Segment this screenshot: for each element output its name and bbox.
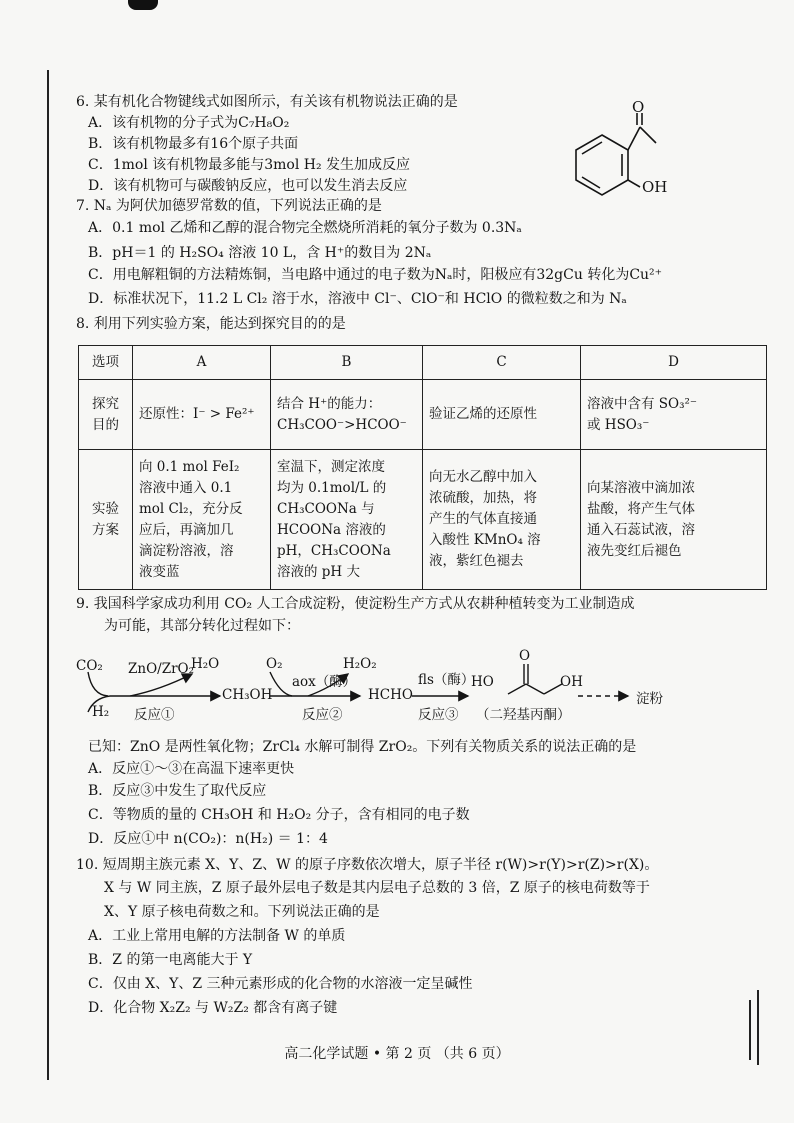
q6-option-d: D．该有机物可与碳酸钠反应，也可以发生消去反应 — [88, 178, 408, 194]
q10-option-a: A．工业上常用电解的方法制备 W 的单质 — [88, 928, 346, 944]
page-footer: 高二化学试题 • 第 2 页 （共 6 页） — [284, 1046, 510, 1062]
table-header-cell: A — [133, 346, 271, 380]
row-label-method: 实验 方案 — [79, 450, 133, 590]
table-cell: 室温下，测定浓度 均为 0.1mol/L 的 CH₃COONa 与 HCOONa 溶液的 pH，CH₃COONa 溶液的 pH 大 — [271, 450, 423, 590]
h2o-label: H₂O — [191, 656, 220, 672]
aox-label: aox（酶） — [292, 674, 357, 690]
q10-option-d: D．化合物 X₂Z₂ 与 W₂Z₂ 都含有离子键 — [88, 1000, 338, 1016]
q10-stem-line1: 10. 短周期主族元素 X、Y、Z、W 的原子序数依次增大，原子半径 r(W)>r(Y)>r(Z)>r(X)。 — [76, 857, 659, 873]
q9-known: 已知：ZnO 是两性氧化物；ZrCl₄ 水解可制得 ZrO₂。下列有关物质关系的说法正确的是 — [88, 739, 637, 755]
q6-option-a: A．该有机物的分子式为C₇H₈O₂ — [88, 115, 290, 131]
reaction-2-label: 反应② — [302, 707, 343, 723]
q10-option-c: C．仅由 X、Y、Z 三种元素形成的化合物的水溶液一定呈碱性 — [88, 976, 473, 992]
q7-stem: 7. Nₐ 为阿伏加德罗常数的值，下列说法正确的是 — [76, 198, 382, 214]
ketone-o-label: O — [519, 648, 531, 664]
q9-stem-line1: 9. 我国科学家成功利用 CO₂ 人工合成淀粉，使淀粉生产方式从农耕种植转变为工业制造成 — [76, 596, 635, 612]
q7-option-b: B．pH＝1 的 H₂SO₄ 溶液 10 L，含 H⁺的数目为 2Nₐ — [88, 245, 432, 261]
structure-o-label: O — [632, 98, 645, 116]
ho-label: HO — [471, 674, 494, 690]
q6-option-c: C．1mol 该有机物最多能与3mol H₂ 发生加成反应 — [88, 157, 411, 173]
table-cell: 还原性：I⁻ > Fe²⁺ — [133, 380, 271, 450]
q9-option-b: B．反应③中发生了取代反应 — [88, 783, 267, 799]
structure-oh-label: OH — [642, 178, 668, 196]
q6-option-b: B．该有机物最多有16个原子共面 — [88, 136, 299, 152]
catalyst-label: ZnO/ZrO₂ — [128, 661, 195, 677]
table-header-cell: 选项 — [79, 346, 133, 380]
table-header-cell: B — [271, 346, 423, 380]
ch3oh-label: CH₃OH — [222, 687, 273, 703]
table-cell: 结合 H⁺的能力： CH₃COO⁻>HCOO⁻ — [271, 380, 423, 450]
q10-option-b: B．Z 的第一电离能大于 Y — [88, 952, 253, 968]
starch-label: 淀粉 — [636, 691, 663, 707]
table-cell: 向无水乙醇中加入 浓硫酸，加热，将 产生的气体直接通 入酸性 KMnO₄ 溶 液，紫红色褪去 — [423, 450, 581, 590]
h2-label: H₂ — [92, 704, 110, 720]
left-margin-line — [47, 70, 49, 1080]
table-cell: 验证乙烯的还原性 — [423, 380, 581, 450]
reaction-1-label: 反应① — [134, 707, 175, 723]
experiment-table — [78, 345, 767, 590]
h2o2-label: H₂O₂ — [343, 656, 377, 672]
row-label-purpose: 探究 目的 — [79, 380, 133, 450]
table-cell: 向 0.1 mol FeI₂ 溶液中通入 0.1 mol Cl₂，充分反 应后，再滴加几 滴淀粉溶液，溶 液变蓝 — [133, 450, 271, 590]
q6-stem: 6. 某有机化合物键线式如图所示，有关该有机物说法正确的是 — [76, 94, 458, 110]
co2-label: CO₂ — [76, 658, 103, 674]
q10-stem-line2: X 与 W 同主族，Z 原子最外层电子数是其内层电子总数的 3 倍，Z 原子的核电荷数等于 — [104, 880, 650, 896]
table-header-cell: C — [423, 346, 581, 380]
hcho-label: HCHO — [368, 687, 413, 703]
q7-option-d: D．标准状况下，11.2 L Cl₂ 溶于水，溶液中 Cl⁻、ClO⁻和 HClO 的微粒数之和为 Nₐ — [88, 291, 627, 307]
reaction-3-label: 反应③ — [418, 707, 459, 723]
scan-mark — [128, 0, 158, 10]
q10-stem-line3: X、Y 原子核电荷数之和。下列说法正确的是 — [104, 904, 380, 920]
fls-label: fls（酶） — [418, 672, 475, 688]
table-header-cell: D — [581, 346, 767, 380]
table-cell: 向某溶液中滴加浓 盐酸，将产生气体 通入石蕊试液，溶 液先变红后褪色 — [581, 450, 767, 590]
q9-option-a: A．反应①～③在高温下速率更快 — [88, 761, 295, 777]
table-cell: 溶液中含有 SO₃²⁻ 或 HSO₃⁻ — [581, 380, 767, 450]
o2-label: O₂ — [266, 656, 283, 672]
q7-option-a: A．0.1 mol 乙烯和乙醇的混合物完全燃烧所消耗的氧分子数为 0.3Nₐ — [88, 220, 522, 236]
q9-option-c: C．等物质的量的 CH₃OH 和 H₂O₂ 分子，含有相同的电子数 — [88, 807, 470, 823]
q9-option-d: D．反应①中 n(CO₂)：n(H₂) ＝ 1：4 — [88, 831, 328, 847]
dihydroxyacetone-label: （二羟基丙酮） — [476, 707, 571, 723]
oh-label: OH — [560, 674, 583, 690]
q7-option-c: C．用电解粗铜的方法精炼铜，当电路中通过的电子数为Nₐ时，阳极应有32gCu 转化为Cu²⁺ — [88, 267, 663, 283]
q8-stem: 8. 利用下列实验方案，能达到探究目的的是 — [76, 316, 346, 332]
q9-stem-line2: 为可能，其部分转化过程如下： — [104, 618, 300, 634]
